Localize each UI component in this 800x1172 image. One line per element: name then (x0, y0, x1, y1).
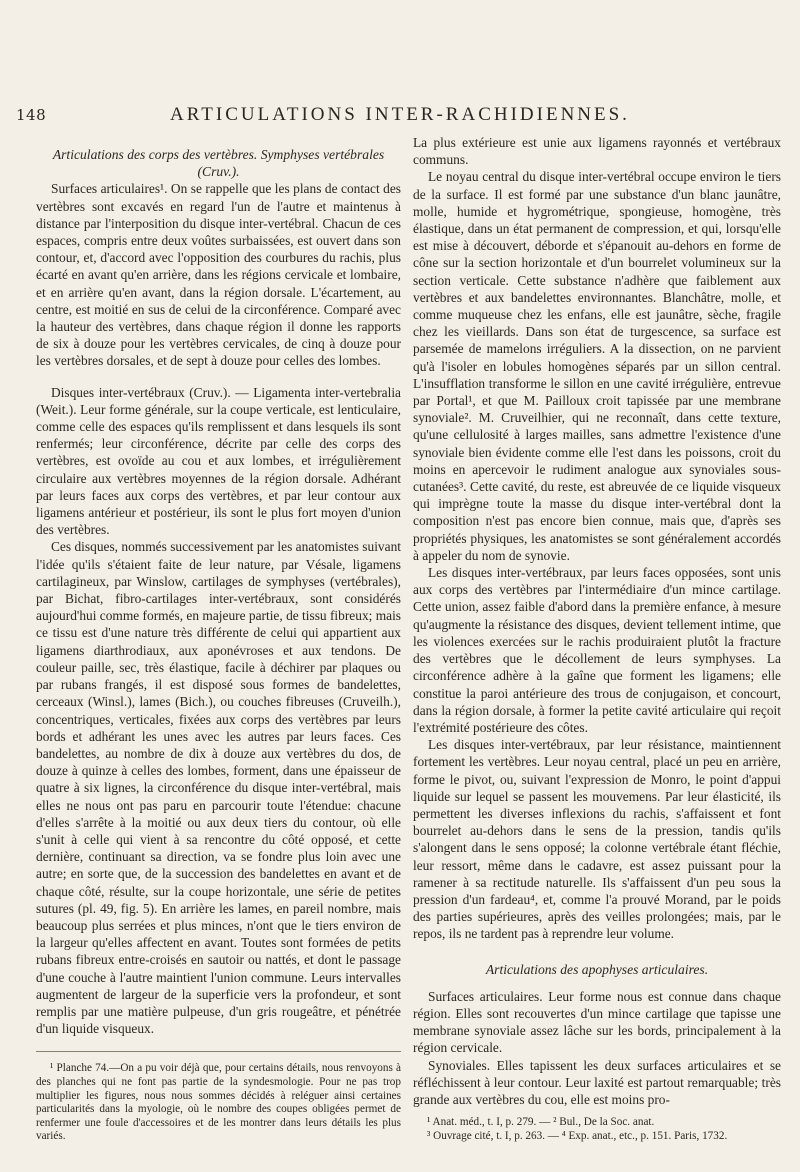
paragraph-nomenclature: Ces disques, nommés successivement par les anatomistes suivant l'idée qu'ils s'étaient faite de leur nature, par Vésale, ligamens cartilagineux, par Winslow, cartilages de symphyses (vertébrales), par Bichat, fibro-cartilages inter-vertébraux, sont considérés aujourd'hui comme formés, en majeure partie, de tissu fibreux; mais ce tissu est d'une nature très différente de celui qui appartient aux ligamens diarthrodiaux, aux aponévroses et aux tendons. De couleur paille, sec, très élastique, facile à déchirer par plaques ou par rubans frangés, il est disposé sous formes de bandelettes, cerceaux (Winsl.), lames (Bich.), ou couches fibreuses (Cruveilh.), concentriques, verticales, fixées aux corps des vertèbres par leurs bords et adhérant les unes avec les autres par leurs faces. Ces bandelettes, au nombre de dix à douze aux vertèbres du dos, de douze à quinze à celles des lombes, forment, dans une épaisseur de quatre à six lignes, la circonférence du disque inter-vertébral, mais elles ne nous ont pas paru en parcourir toute l'étendue: chacune d'elles s'arrête à la moitié ou aux deux tiers du contour, où elle s'unit à celle qui vient à sa rencontre du côté opposé, et cette dernière, continuant sa direction, va se fondre plus loin avec une autre; en sorte que, de la succession des bandelettes en avant et de chaque côté, résulte, sur la coupe horizontale, une série de petites sutures (pl. 49, fig. 5). En arrière les lames, en pareil nombre, mais beaucoup plus serrées et plus minces, n'ont que le tiers environ de la largeur qu'elles affectent en avant. Toutes sont formées de petits rubans fibreux entre-croisés en sautoir ou nattés, et dont le passage d'une couche à l'autre maintient l'union commune. Leurs intervalles augmentent de largeur de la superficie vers la profondeur, et sont remplis par une matière pulpeuse, d'un gris rougeâtre, et pénétrée d'un liquide visqueux. (36, 539, 401, 1037)
paragraph-union: Les disques inter-vertébraux, par leurs faces opposées, sont unis aux corps des vertèbres par l'intermédiaire d'un mince cartilage. Cette union, assez faible d'abord dans la première enfance, à mesure qu'augmente la résistance des disques, devient tellement intime, que les violences exercées sur le rachis produiraient plutôt la fracture des vertèbres que le décollement de leurs symphyses. La circonférence adhère à la gaîne que forment les ligamens; elle constitue la paroi antérieure des trous de conjugaison, et concourt, dans la région dorsale, à former la petite cavité articulaire qui reçoit l'extrémité postérieure des côtes. (413, 565, 781, 735)
footnotes-left (36, 1051, 401, 1144)
section-heading: Articulations des corps des vertèbres. Symphyses vertébrales (Cruv.). (52, 147, 385, 180)
page-number: 148 (16, 106, 47, 124)
paragraph-disques: Disques inter-vertébraux (Cruv.). — Ligamenta inter-vertebralia (Weit.). Leur forme générale, sur la coupe verticale, est lenticulaire, comme celle des espaces qu'ils remplissent et dans lesquels ils sont renfermés; leur circonférence, décrite par celle des corps des vertèbres, est ovoïde au cou et aux lombes, et irrégulièrement circulaire aux vertèbres moyennes de la région dorsale. Adhérant par leurs faces aux corps des vertèbres, et par leur contour aux ligamens antérieur et postérieur, ils sont le plus fort moyen d'union des vertèbres. (36, 384, 401, 538)
footnote: ³ Ouvrage cité, t. I, p. 263. — ⁴ Exp. anat., etc., p. 151. Paris, 1732. (427, 1129, 728, 1142)
paragraph-surfaces: Surfaces articulaires¹. On se rappelle que les plans de contact des vertèbres sont excavés en regard l'un de l'autre et maintenus à distance par l'interposition du disque inter-vertébral. Chacun de ces espaces, compris entre deux voûtes surbaissées, est ouvert dans son contour, et, d'accord avec l'opposition des courbures du rachis, plus écarté en avant qu'en arrière, dans les régions cervicale et lombaire, et en arrière qu'en avant, dans la région dorsale. L'écartement, au centre, est moitié en sus de celui de la circonférence. Comparé avec la hauteur des vertèbres, dans chaque région il donne les rapports de six à douze pour les vertèbres cervicales, de cinq à douze pour les vertèbres dorsales, et de sept à douze pour celles des lombes. (36, 181, 401, 369)
paragraph-resistance: Les disques inter-vertébraux, par leur résistance, maintiennent fortement les vertèbres. Leur noyau central, placé un peu en arrière, forme le pivot, ou, suivant l'expression de Monro, le point d'appui liquide sur lequel se passent les mouvemens. Par leur élasticité, ils permettent les diverses inflexions du rachis, s'affaissent et font bourrelet au-dehors dans le sens de la pression, tandis qu'ils s'alongent dans le sens opposé; la colonne vertébrale étant fléchie, leur ressort, même dans le cadavre, est assez puissant pour la ramener à sa rectitude naturelle. Ils s'affaissent d'un peu sous la pression d'un fardeau⁴, et, comme l'a prouvé Morand, par le poids des parties supérieures, après des veilles prolongées; mais, par le repos, ils ne tardent pas à reprendre leur volume. (413, 737, 781, 942)
footnote: ¹ Planche 74.—On a pu voir déjà que, pour certains détails, nous renvoyons à des planches qui ne font pas partie de la syndesmologie. Pour ne pas trop multiplier les figures, nous nous sommes décidés à reléguer ainsi certaines particularités dans la myologie, où le nombre des coupes obligées permet de renfermer une foule d'accessoires et de les montrer dans leurs détails les plus variés. (36, 1062, 401, 1143)
paragraph-synoviales: Synoviales. Elles tapissent les deux surfaces articulaires et se réfléchissent à leur contour. Leur laxité est partout remarquable; très grande aux vertèbres du cou, elle est moins pro- (413, 1057, 781, 1107)
paragraph-surfaces-articulaires: Surfaces articulaires. Leur forme nous est connue dans chaque région. Elles sont recouvertes d'un mince cartilage que tapisse une membrane synoviale assez lâche sur les bords, principalement à la région cervicale. (413, 988, 781, 1056)
paragraph-continuation: La plus extérieure est unie aux ligamens rayonnés et vertébraux communs. (413, 135, 781, 168)
running-title: ARTICULATIONS INTER-RACHIDIENNES. (170, 104, 630, 125)
page-header (8, 104, 792, 130)
right-column (413, 134, 781, 1143)
footnote: ¹ Anat. méd., t. I, p. 279. — ² Bul., De la Soc. anat. (427, 1116, 655, 1129)
section-heading-apophyses: Articulations des apophyses articulaires. (485, 961, 709, 977)
left-column (36, 146, 401, 1144)
paragraph-noyau: Le noyau central du disque inter-vertébral occupe environ le tiers de la surface. Il est formé par une substance d'un blanc jaunâtre, molle, humide et hygrométrique, spongieuse, homogène, très élastique, dans un état permanent de compression, et qui, lorsqu'elle est mise à découvert, déborde et s'épanouit au-dehors en forme de cône sur la section horizontale et d'un bourrelet volumineux sur la section verticale. Cette substance n'adhère que faiblement aux vertèbres et aux bandelettes environnantes. Blanchâtre, molle, et comme muqueuse chez les enfans, elle est jaunâtre, sèche, fragile chez les vieillards. Dans son état de turgescence, sa surface est parsemée de mamelons irréguliers. A la dissection, on ne parvient qu'à l'isoler en lobules homogènes séparés par un sillon central. L'insufflation transforme le sillon en une cavité irrégulière, entrevue par Portal¹, et que M. Pailloux croit tapissée par une membrane synoviale². M. Cruveilhier, qui ne reconnaît, dans cette texture, qu'une cellulosité à larges mailles, sans admettre l'existence d'une synoviale bien évidente comme elle l'est dans les poissons, croit du moins en apercevoir le rudiment analogue aux synoviales sous-cutanées³. Cette cavité, du reste, est abreuvée de ce liquide visqueux qui imprègne toute la masse du disque inter-vertébral dont la composition n'est pas encore bien connue, mais que, d'après ses propriétés physiques, les anatomistes se sont généralement accordés à appeler du nom de synovie. (413, 169, 781, 563)
footnotes-right (413, 1116, 773, 1143)
